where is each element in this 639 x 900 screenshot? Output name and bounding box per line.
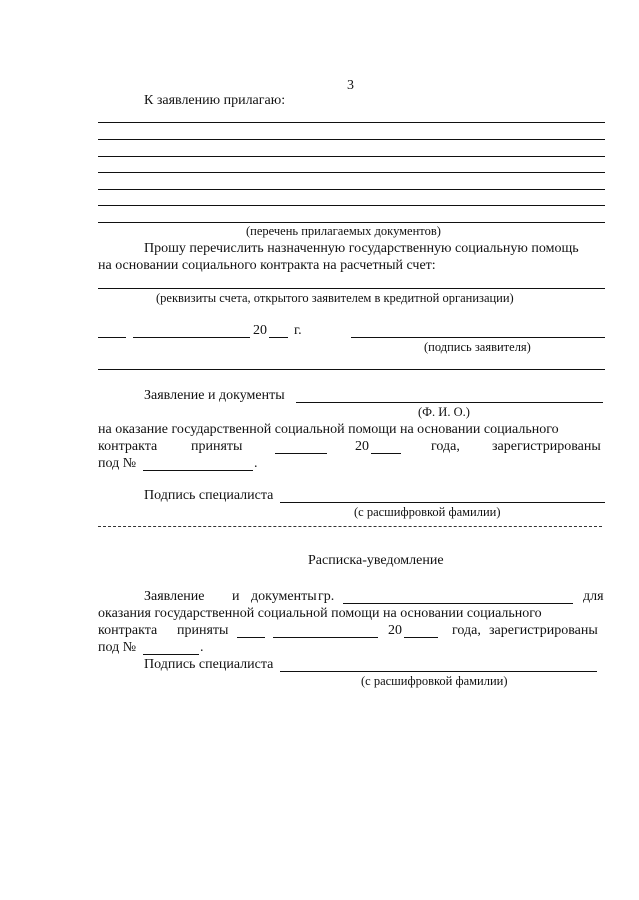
receipt-word-3: документы	[251, 589, 317, 604]
receipt-year-prefix: 20	[388, 623, 402, 638]
receipt-year-line[interactable]	[404, 637, 438, 638]
receipt-number-label: под №	[98, 640, 137, 655]
specialist-signature-label: Подпись специалиста	[144, 488, 274, 503]
registration-fio-line[interactable]	[296, 402, 603, 403]
registration-word-year: года,	[431, 439, 460, 454]
attachment-line-7[interactable]	[98, 222, 605, 223]
separator-line	[98, 369, 605, 370]
receipt-name-line[interactable]	[343, 603, 573, 604]
registration-word-contract: контракта	[98, 439, 158, 454]
receipt-word-1: Заявление	[144, 589, 205, 604]
receipt-word-2: и	[232, 589, 240, 604]
receipt-day-line[interactable]	[237, 637, 265, 638]
account-details-caption: (реквизиты счета, открытого заявителем в кредитной организации)	[156, 291, 514, 305]
attachment-line-1[interactable]	[98, 122, 605, 123]
fio-caption: (Ф. И. О.)	[418, 405, 470, 419]
receipt-month-line[interactable]	[273, 637, 378, 638]
receipt-word-accepted: приняты	[177, 623, 229, 638]
receipt-word-4: гр.	[318, 589, 335, 604]
registration-line2: на оказание государственной социальной помощи на основании социального	[98, 422, 559, 437]
registration-year-line[interactable]	[371, 453, 401, 454]
date-day-line[interactable]	[98, 337, 126, 338]
attachment-line-4[interactable]	[98, 172, 605, 173]
transfer-request-line1: Прошу перечислить назначенную государственную социальную помощь	[144, 241, 579, 256]
receipt-specialist-line[interactable]	[280, 671, 597, 672]
receipt-number-line[interactable]	[143, 654, 199, 655]
applicant-signature-line[interactable]	[351, 337, 605, 338]
receipt-word-year: года,	[452, 623, 481, 638]
registration-number-label: под №	[98, 456, 137, 471]
registration-word-registered: зарегистрированы	[492, 439, 601, 454]
transfer-request-line2: на основании социального контракта на расчетный счет:	[98, 258, 436, 273]
registration-label: Заявление и документы	[144, 388, 285, 403]
attachment-line-5[interactable]	[98, 189, 605, 190]
date-year-prefix: 20	[253, 323, 267, 338]
date-year-line[interactable]	[269, 337, 288, 338]
page-number: 3	[347, 78, 354, 93]
document-page: 3 К заявлению прилагаю: (перечень прилагаемых документов) Прошу перечислить назначенную государственную социальную помощь на основании социального контракта на расчетный счет: (реквизиты счета, открытого заявителем в кредитной организации) 20 г. (подпись заявителя) Заявление и документы (Ф. И. О.) на оказание государственной социальной помощи на основании социального контракта приняты 20 года, зарегистрированы под № . Подпись специалиста (с расшифровкой фамилии) Расписка-уведомление Заявление и документы гр. для оказания государственной социальной помощи на основании социального контракта приняты 20 года, зарегистрированы под № . Подпись специалиста (с расшифровкой фамилии)	[0, 0, 639, 900]
registration-word-accepted: приняты	[191, 439, 243, 454]
cut-line	[98, 526, 602, 527]
account-details-line[interactable]	[98, 288, 605, 289]
receipt-word-contract: контракта	[98, 623, 158, 638]
date-year-suffix: г.	[294, 323, 302, 338]
attachment-line-3[interactable]	[98, 156, 605, 157]
date-month-line[interactable]	[133, 337, 250, 338]
registration-date-line[interactable]	[275, 453, 327, 454]
receipt-specialist-caption: (с расшифровкой фамилии)	[361, 674, 508, 688]
attachment-line-2[interactable]	[98, 139, 605, 140]
registration-year-prefix: 20	[355, 439, 369, 454]
registration-number-line[interactable]	[143, 470, 253, 471]
specialist-signature-caption: (с расшифровкой фамилии)	[354, 505, 501, 519]
specialist-signature-line[interactable]	[280, 502, 605, 503]
attachment-line-6[interactable]	[98, 205, 605, 206]
attachments-intro: К заявлению прилагаю:	[144, 93, 286, 108]
receipt-specialist-label: Подпись специалиста	[144, 657, 274, 672]
receipt-line2: оказания государственной социальной помощи на основании социального	[98, 606, 542, 621]
receipt-word-5: для	[583, 589, 604, 604]
applicant-signature-caption: (подпись заявителя)	[424, 340, 531, 354]
attachments-caption: (перечень прилагаемых документов)	[246, 224, 441, 238]
receipt-word-registered: зарегистрированы	[489, 623, 598, 638]
receipt-title: Расписка-уведомление	[308, 553, 444, 568]
